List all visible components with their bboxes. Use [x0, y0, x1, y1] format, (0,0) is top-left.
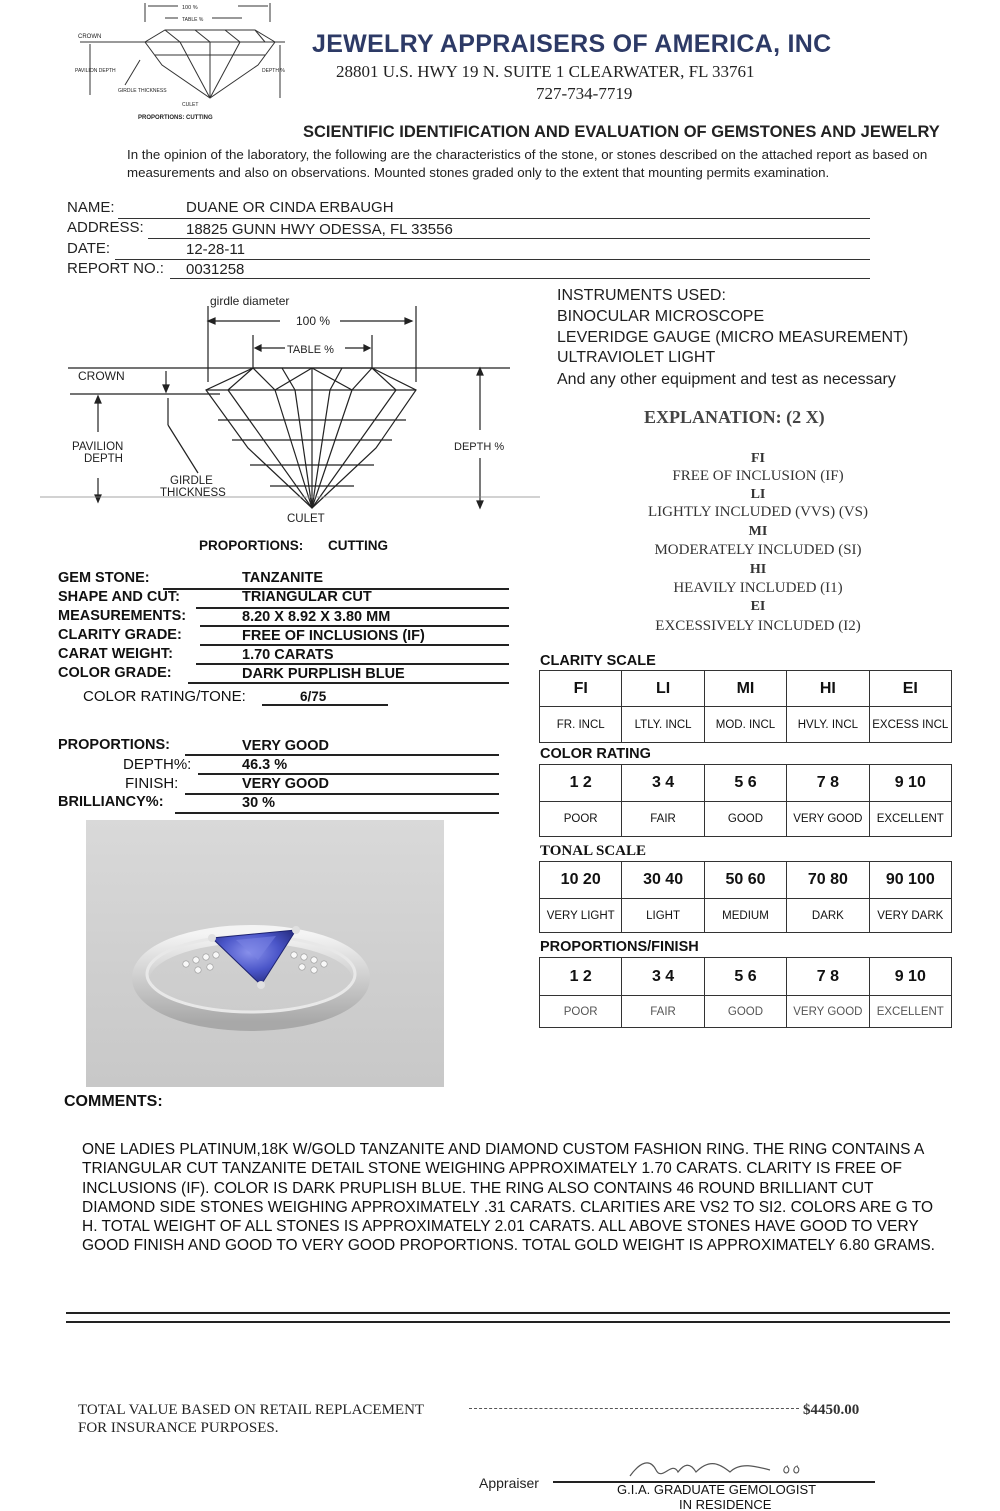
clarity-scale-title: CLARITY SCALE [540, 653, 656, 669]
pavilion-label: PAVILION [72, 441, 124, 453]
small-proportions-diagram [70, 0, 300, 125]
report-number: 0031258 [186, 261, 245, 278]
cutting-caption: CUTTING [328, 538, 388, 553]
ring-photo [86, 820, 444, 1087]
color-rating-value: 6/75 [300, 689, 327, 704]
scale-cell: 30 40 [622, 862, 704, 899]
scale-cell: MOD. INCL [704, 707, 786, 743]
explanation-text: LIGHTLY INCLUDED (VVS) (VS) [648, 504, 868, 520]
scale-cell: GOOD [704, 996, 786, 1028]
gem-stone-value: TANZANITE [242, 570, 324, 586]
scale-cell: FAIR [622, 802, 704, 837]
explanation-code: EI [750, 599, 766, 614]
explanation-code: HI [749, 562, 767, 577]
carat-weight-value: 1.70 CARATS [242, 647, 334, 663]
signature-scribble [620, 1452, 820, 1482]
gia-title: G.I.A. GRADUATE GEMOLOGIST [617, 1482, 817, 1497]
small-crown-label: CROWN [78, 34, 102, 40]
divider-line [66, 1312, 950, 1314]
carat-weight-label: CARAT WEIGHT: [58, 646, 173, 662]
explanation-code: FI [751, 451, 765, 466]
instrument-item: BINOCULAR MICROSCOPE [557, 308, 765, 325]
scale-cell: 70 80 [787, 862, 869, 899]
depth-value: 46.3 % [242, 757, 288, 773]
scale-cell: MI [704, 671, 786, 707]
company-phone: 727-734-7719 [536, 84, 633, 103]
proportions-value: VERY GOOD [242, 738, 330, 754]
name-line [118, 218, 870, 219]
gem-line [196, 663, 509, 665]
date-line [115, 259, 870, 260]
pavilion-depth-label: DEPTH [84, 453, 123, 465]
divider-line [66, 1321, 950, 1323]
scale-cell: VERY LIGHT [540, 899, 622, 933]
scale-cell: MEDIUM [704, 899, 786, 933]
instruments-title: INSTRUMENTS USED: [557, 287, 726, 304]
scale-cell: LIGHT [622, 899, 704, 933]
address-line [148, 238, 870, 239]
scale-cell: 10 20 [540, 862, 622, 899]
clarity-scale-table [539, 670, 952, 743]
finish-label: FINISH: [125, 775, 179, 792]
scale-cell: FI [540, 671, 622, 707]
proportions-caption: PROPORTIONS: [199, 538, 304, 553]
girdle-thickness-label: THICKNESS [160, 487, 226, 499]
explanation-code: MI [748, 524, 768, 539]
report-date: 12-28-11 [186, 241, 245, 258]
scale-cell: 5 6 [704, 765, 786, 802]
small-culet-label: CULET [182, 102, 199, 108]
gem-line [188, 682, 509, 684]
scale-cell: 9 10 [869, 765, 951, 802]
color-rating-table [539, 764, 952, 837]
girdle-diameter-label: girdle diameter [210, 294, 290, 308]
scale-cell: 1 2 [540, 765, 622, 802]
scale-cell: EXCELLENT [869, 996, 951, 1028]
depth-percent-label: DEPTH % [454, 441, 505, 453]
explanation-text: FREE OF INCLUSION (IF) [672, 468, 844, 484]
gem-line [262, 704, 388, 706]
small-depth-label: DEPTH % [262, 68, 285, 74]
color-grade-value: DARK PURPLISH BLUE [242, 666, 405, 682]
hundred-percent-label: 100 % [296, 314, 331, 328]
shape-label: SHAPE AND CUT: [58, 589, 180, 605]
gem-line [185, 793, 499, 795]
ring-illustration [86, 820, 444, 1087]
scale-cell: FAIR [622, 996, 704, 1028]
client-name: DUANE OR CINDA ERBAUGH [186, 199, 394, 216]
clarity-grade-value: FREE OF INCLUSIONS (IF) [242, 628, 425, 644]
client-address: 18825 GUNN HWY ODESSA, FL 33556 [186, 221, 453, 238]
scale-cell: HVLY. INCL [787, 707, 869, 743]
color-rating-title: COLOR RATING [540, 746, 651, 762]
document-subtitle: SCIENTIFIC IDENTIFICATION AND EVALUATION OF GEMSTONES AND JEWELRY [303, 123, 940, 141]
gem-line [185, 754, 499, 756]
proportions-diagram [40, 290, 550, 560]
explanation-title: EXPLANATION: (2 X) [644, 407, 825, 427]
scale-cell: FR. INCL [540, 707, 622, 743]
report-line [170, 278, 870, 279]
scale-cell: EXCESS INCL [869, 707, 951, 743]
comments-title: COMMENTS: [64, 1093, 163, 1110]
scale-cell: VERY GOOD [787, 996, 869, 1028]
brilliancy-label: BRILLIANCY%: [58, 794, 164, 810]
date-label: DATE: [67, 240, 111, 257]
gem-line [200, 625, 509, 627]
measurements-value: 8.20 X 8.92 X 3.80 MM [242, 609, 391, 625]
report-number-label: REPORT NO.: [67, 260, 164, 277]
scale-cell: 7 8 [787, 958, 869, 996]
scale-cell: 5 6 [704, 958, 786, 996]
crown-label: CROWN [78, 369, 125, 383]
brilliancy-value: 30 % [242, 795, 276, 811]
proportions-finish-table [539, 957, 952, 1028]
scale-cell: 90 100 [869, 862, 951, 899]
explanation-text: MODERATELY INCLUDED (SI) [654, 542, 862, 558]
company-address: 28801 U.S. HWY 19 N. SUITE 1 CLEARWATER, FL 33761 [336, 62, 755, 81]
scale-cell: DARK [787, 899, 869, 933]
instrument-item: And any other equipment and test as necessary [557, 371, 896, 388]
girdle-label: GIRDLE [170, 475, 213, 487]
instrument-item: LEVERIDGE GAUGE (MICRO MEASUREMENT) [557, 329, 909, 346]
explanation-text: EXCESSIVELY INCLUDED (I2) [655, 618, 861, 634]
scale-cell: 50 60 [704, 862, 786, 899]
clarity-grade-label: CLARITY GRADE: [58, 627, 182, 643]
scale-cell: 3 4 [622, 765, 704, 802]
gem-line [175, 812, 499, 814]
depth-label: DEPTH%: [123, 756, 192, 773]
culet-label: CULET [287, 513, 325, 525]
gem-stone-label: GEM STONE: [58, 570, 150, 586]
color-rating-label: COLOR RATING/TONE: [83, 688, 246, 705]
proportions-finish-title: PROPORTIONS/FINISH [540, 939, 699, 955]
scale-cell: GOOD [704, 802, 786, 837]
company-name: JEWELRY APPRAISERS OF AMERICA, INC [312, 30, 832, 58]
appraiser-label: Appraiser [479, 1475, 539, 1491]
scale-cell: EI [869, 671, 951, 707]
total-value-amount: $4450.00 [803, 1402, 860, 1418]
explanation-text: HEAVILY INCLUDED (I1) [673, 580, 843, 596]
small-caption: PROPORTIONS: CUTTING [138, 115, 213, 121]
scale-cell: POOR [540, 996, 622, 1028]
scale-cell: 7 8 [787, 765, 869, 802]
explanation-code: LI [750, 487, 766, 502]
opinion-statement: In the opinion of the laboratory, the following are the characteristics of the stone, or stones described on the attached report as based on measurements and also on observations. Mounted stones graded only to the extent that mounting permits examination. [127, 147, 928, 180]
scale-cell: VERY DARK [869, 899, 951, 933]
scale-cell: 3 4 [622, 958, 704, 996]
measurements-label: MEASUREMENTS: [58, 608, 187, 624]
insurance-purposes-label: FOR INSURANCE PURPOSES. [78, 1420, 279, 1436]
scale-cell: 1 2 [540, 958, 622, 996]
scale-cell: 9 10 [869, 958, 951, 996]
small-girdle-label: GIRDLE THICKNESS [118, 88, 167, 94]
gem-line [198, 773, 499, 775]
gem-line [200, 644, 509, 646]
shape-value: TRIANGULAR CUT [242, 589, 372, 605]
scale-cell: EXCELLENT [869, 802, 951, 837]
proportions-label: PROPORTIONS: [58, 737, 170, 753]
small-table-label: TABLE % [182, 17, 204, 23]
scale-cell: LI [622, 671, 704, 707]
finish-value: VERY GOOD [242, 776, 330, 792]
comments-body: ONE LADIES PLATINUM,18K W/GOLD TANZANITE AND DIAMOND CUSTOM FASHION RING. THE RING CONTAINS A TRIANGULAR CUT TANZANITE DETAIL STONE WEIGHING APPROXIMATELY 1.70 CARATS. CLARITY IS FREE OF INCLUSIONS (IF). COLOR IS DARK PRUPLISH BLUE. THE RING ALSO CONTAINS 46 ROUND BRILLIANT CUT DIAMOND SIDE STONES WEIGHING APPROXIMATELY .31 CARATS. CLARITIES ARE VS2 TO SI2. COLORS ARE G TO H. TOTAL WEIGHT OF ALL STONES IS APPROXIMATELY 2.01 CARATS. ALL ABOVE STONES HAVE GOOD TO VERY GOOD FINISH AND GOOD TO VERY GOOD PROPORTIONS. TOTAL GOLD WEIGHT IS APPROXIMATELY 6.80 GRAMS. [82, 1141, 935, 1255]
name-label: NAME: [67, 199, 115, 216]
small-100-label: 100 % [182, 5, 198, 11]
tonal-scale-table [539, 861, 952, 933]
in-residence: IN RESIDENCE [679, 1497, 772, 1511]
color-grade-label: COLOR GRADE: [58, 665, 172, 681]
table-percent-label: TABLE % [287, 344, 334, 356]
total-value-label: TOTAL VALUE BASED ON RETAIL REPLACEMENT [78, 1402, 425, 1418]
scale-cell: VERY GOOD [787, 802, 869, 837]
scale-cell: POOR [540, 802, 622, 837]
address-label: ADDRESS: [67, 219, 144, 236]
scale-cell: LTLY. INCL [622, 707, 704, 743]
tonal-scale-title: TONAL SCALE [540, 843, 647, 859]
scale-cell: HI [787, 671, 869, 707]
instrument-item: ULTRAVIOLET LIGHT [557, 349, 716, 366]
small-pavilion-label: PAVILION DEPTH [75, 68, 116, 74]
dashed-leader [469, 1408, 799, 1409]
